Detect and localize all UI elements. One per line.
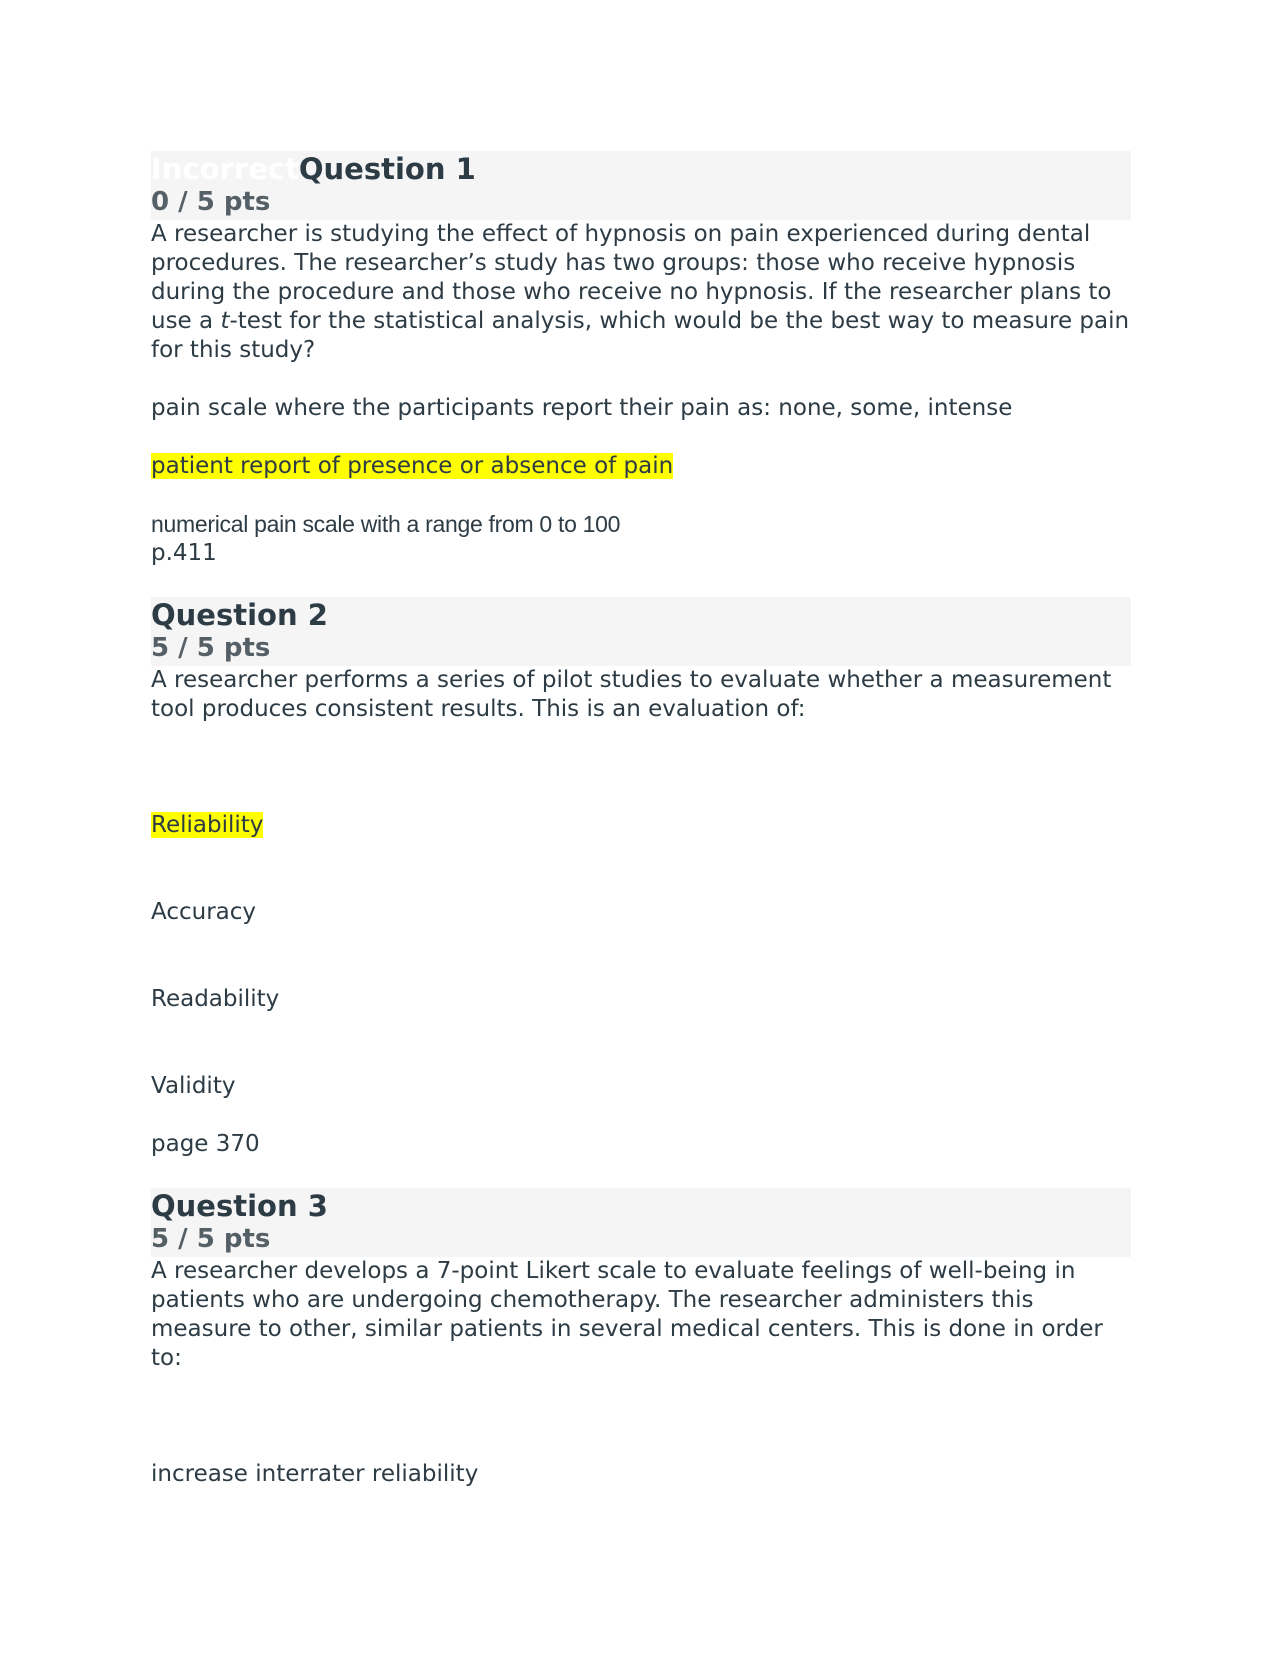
question-3 (151, 1188, 1131, 1489)
question-header (151, 1188, 1131, 1257)
question-points: 5 / 5 pts (151, 633, 271, 663)
answer-label: numerical pain scale with a range from 0 to 100 (151, 511, 621, 537)
answer-option-selected[interactable] (151, 452, 1131, 481)
question-text-part: A researcher is studying the effect of hypnosis on pain experienced during dental procedures. The researcher’s study has two groups: those who receive hypnosis during the procedure and those who receive no hypnosis. If the researcher plans to use a (151, 221, 1112, 334)
reference-note: p.411 (151, 540, 217, 566)
question-title: Question 2 (151, 598, 328, 632)
answer-label: pain scale where the participants report their pain as: none, some, intense (151, 395, 1013, 421)
question-points: 5 / 5 pts (151, 1224, 271, 1254)
answer-option[interactable] (151, 1072, 1131, 1101)
answer-option[interactable] (151, 510, 1131, 539)
question-1 (151, 151, 1131, 568)
answer-label: Readability (151, 986, 280, 1012)
question-title: Question 1 (298, 152, 476, 186)
answer-option[interactable] (151, 394, 1131, 423)
question-text-part: -test for the statistical analysis, which would be the best way to measure pain for this study? (151, 308, 1130, 363)
question-text: A researcher develops a 7-point Likert scale to evaluate feelings of well-being in patients who are undergoing chemotherapy. The researcher administers this measure to other, similar patients in several medical centers. This is done in order to: (151, 1258, 1103, 1371)
question-2 (151, 597, 1131, 1159)
answer-option[interactable] (151, 985, 1131, 1014)
answer-label: Validity (151, 1073, 236, 1099)
question-text (151, 220, 1131, 365)
status-label: Incorrect (151, 152, 299, 186)
answer-option-selected[interactable] (151, 811, 1131, 840)
answer-option[interactable] (151, 1460, 1131, 1489)
answer-label: increase interrater reliability (151, 1461, 479, 1487)
quiz-page (151, 151, 1131, 1489)
answer-label: patient report of presence or absence of pain (151, 453, 674, 479)
answer-label: Accuracy (151, 899, 257, 925)
question-title-row (151, 151, 1131, 187)
question-points: 0 / 5 pts (151, 187, 271, 217)
question-text: A researcher performs a series of pilot studies to evaluate whether a measurement tool produces consistent results. This is an evaluation of: (151, 667, 1112, 722)
answer-option[interactable] (151, 898, 1131, 927)
answer-label: Reliability (151, 812, 264, 838)
reference-note: page 370 (151, 1131, 260, 1157)
question-header (151, 151, 1131, 220)
question-header (151, 597, 1131, 666)
question-title: Question 3 (151, 1189, 328, 1223)
question-text-italic: t (220, 308, 230, 334)
